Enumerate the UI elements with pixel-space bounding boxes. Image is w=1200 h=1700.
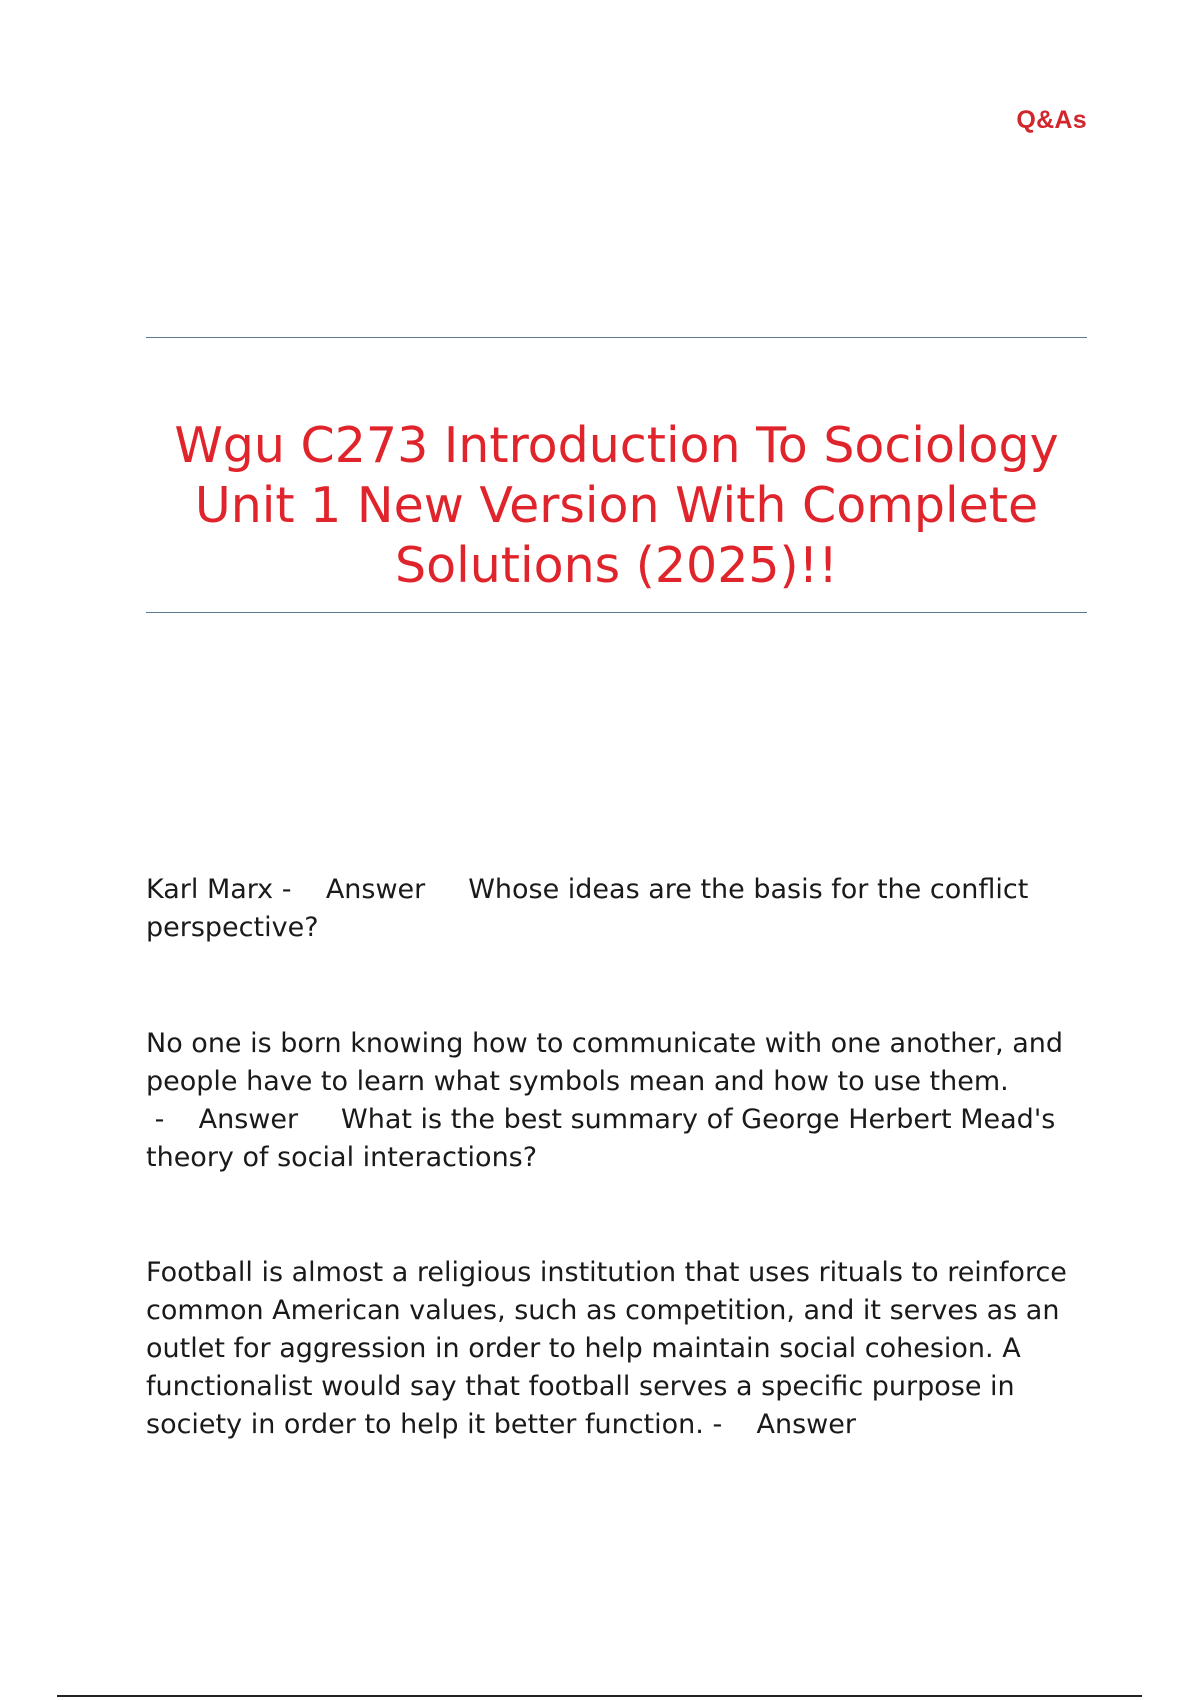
document-title: Wgu C273 Introduction To Sociology Unit 1 New Version With Complete Solutions (2025)!! <box>174 417 1059 594</box>
title-bottom-rule <box>146 612 1087 613</box>
qa-item <box>146 1254 1086 1444</box>
qa-answer-marker: Answer <box>325 874 426 905</box>
title-top-rule <box>146 337 1087 338</box>
qa-item <box>146 871 1086 947</box>
qa-question: What is the best summary of George Herbert Mead's theory of social interactions? <box>146 1104 1056 1173</box>
qa-separator <box>298 1104 341 1135</box>
footer-rule <box>57 1695 1142 1697</box>
qa-answer-marker: Answer <box>198 1104 299 1135</box>
qa-answer-marker: Answer <box>756 1409 856 1440</box>
qa-separator: - <box>273 874 326 905</box>
qa-item <box>146 1025 1086 1177</box>
qa-separator: - <box>703 1409 757 1440</box>
header-tag: Q&As <box>1016 106 1087 134</box>
qa-question: Whose ideas are the basis for the conflict perspective? <box>146 874 1029 943</box>
qa-separator <box>425 874 468 905</box>
qa-answer: Football is almost a religious institution that uses rituals to reinforce common American values, such as competition, and it serves as an outlet for aggression in order to help maintain social cohesion. A functionalist would say that football serves a specific purpose in society in order to help it better function. <box>146 1257 1067 1440</box>
qa-separator: - <box>146 1104 199 1135</box>
qa-answer: No one is born knowing how to communicate with one another, and people have to learn what symbols mean and how to use them. <box>146 1028 1064 1097</box>
qa-answer: Karl Marx <box>146 874 274 905</box>
